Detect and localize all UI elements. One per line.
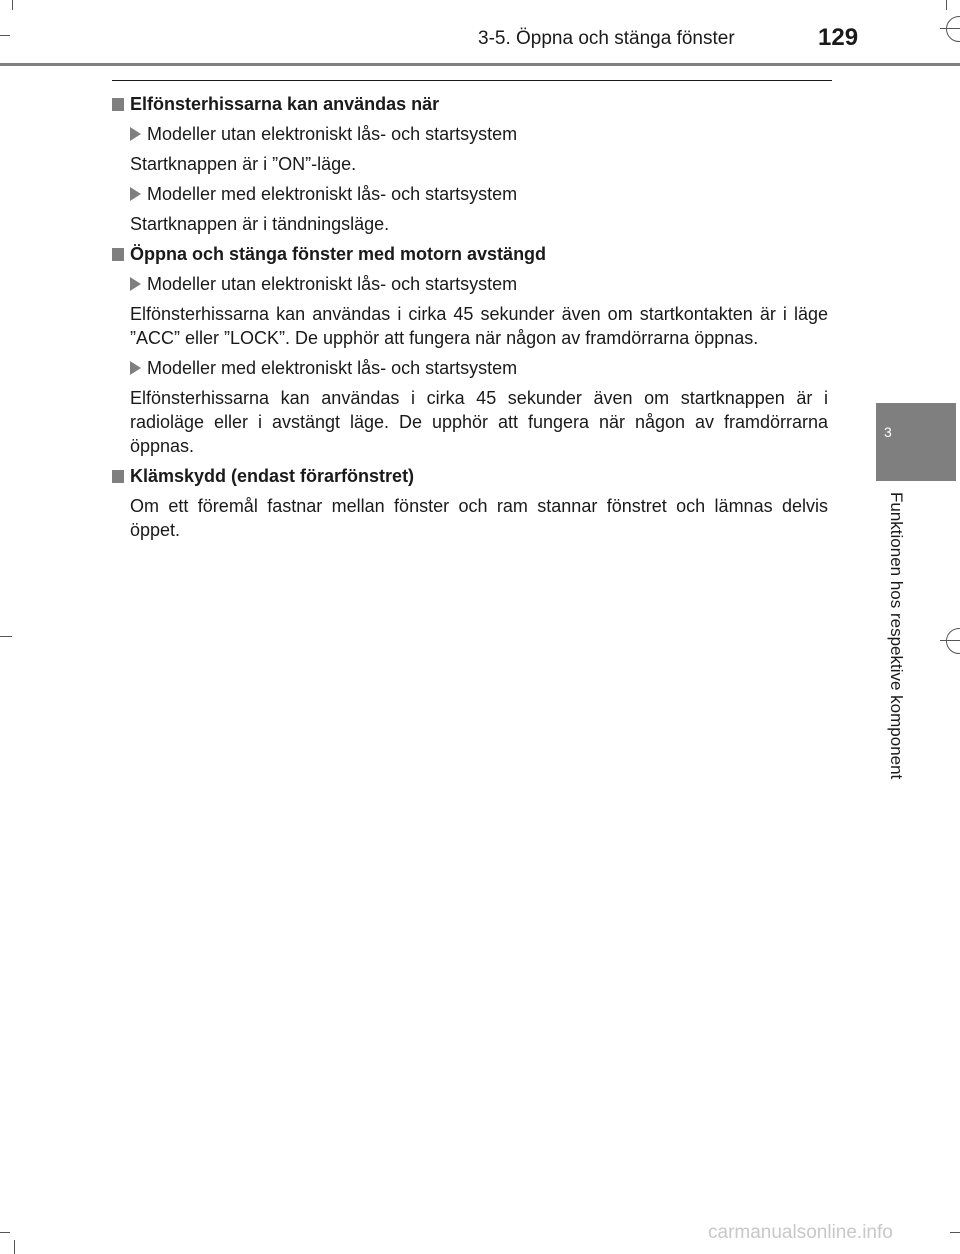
crop-mark <box>946 0 947 10</box>
gray-triangle-icon <box>130 127 141 141</box>
subheading <box>130 122 828 146</box>
gray-triangle-icon <box>130 361 141 375</box>
crop-mark <box>14 1240 15 1254</box>
page-number: 129 <box>818 24 859 51</box>
watermark: carmanualsonline.info <box>708 1222 893 1243</box>
paragraph: Om ett föremål fastnar mellan fönster och ram stannar fönstret och lämnas delvis öppet. <box>130 496 828 540</box>
registration-mark-icon <box>946 628 960 654</box>
chapter-label: Funktionen hos respektive komponent <box>887 492 906 780</box>
crop-mark <box>0 636 12 637</box>
subheading <box>130 182 828 206</box>
chapter-tab <box>876 403 956 481</box>
running-header-section: 3-5. Öppna och stänga fönster <box>478 28 735 49</box>
subheading <box>130 272 828 296</box>
gray-triangle-icon <box>130 277 141 291</box>
section-heading <box>112 92 828 116</box>
content-rule <box>112 80 832 81</box>
crop-mark <box>0 1232 10 1233</box>
subheading-text: Modeller med elektroniskt lås- och startsystem <box>147 184 518 204</box>
page-content <box>112 92 828 548</box>
crop-mark <box>0 35 10 36</box>
crop-mark <box>950 1232 960 1233</box>
subheading-text: Modeller utan elektroniskt lås- och startsystem <box>147 124 518 144</box>
paragraph: Startknappen är i ”ON”-läge. <box>130 154 357 174</box>
section-heading <box>112 464 828 488</box>
gray-triangle-icon <box>130 187 141 201</box>
gray-square-icon <box>112 98 124 111</box>
paragraph: Elfönsterhissarna kan användas i cirka 45 sekunder även om startkontakten är i läge ”ACC” eller ”LOCK”. De upphör att fungera när någon av framdörrarna öppnas. <box>130 304 828 348</box>
section-heading-text: Öppna och stänga fönster med motorn avstängd <box>130 244 547 264</box>
header-rule <box>0 63 960 66</box>
paragraph: Elfönsterhissarna kan användas i cirka 45 sekunder även om startknappen är i radioläge eller i avstängt läge. De upphör att fungera när någon av framdörrarna öppnas. <box>130 388 828 456</box>
crop-mark <box>12 0 13 10</box>
subheading <box>130 356 828 380</box>
gray-square-icon <box>112 248 124 261</box>
paragraph: Startknappen är i tändningsläge. <box>130 214 390 234</box>
section-heading <box>112 242 828 266</box>
chapter-number: 3 <box>884 424 892 440</box>
subheading-text: Modeller utan elektroniskt lås- och startsystem <box>147 274 518 294</box>
gray-square-icon <box>112 470 124 483</box>
section-heading-text: Klämskydd (endast förarfönstret) <box>130 466 415 486</box>
section-heading-text: Elfönsterhissarna kan användas när <box>130 94 440 114</box>
subheading-text: Modeller med elektroniskt lås- och startsystem <box>147 358 518 378</box>
registration-mark-icon <box>946 16 960 42</box>
